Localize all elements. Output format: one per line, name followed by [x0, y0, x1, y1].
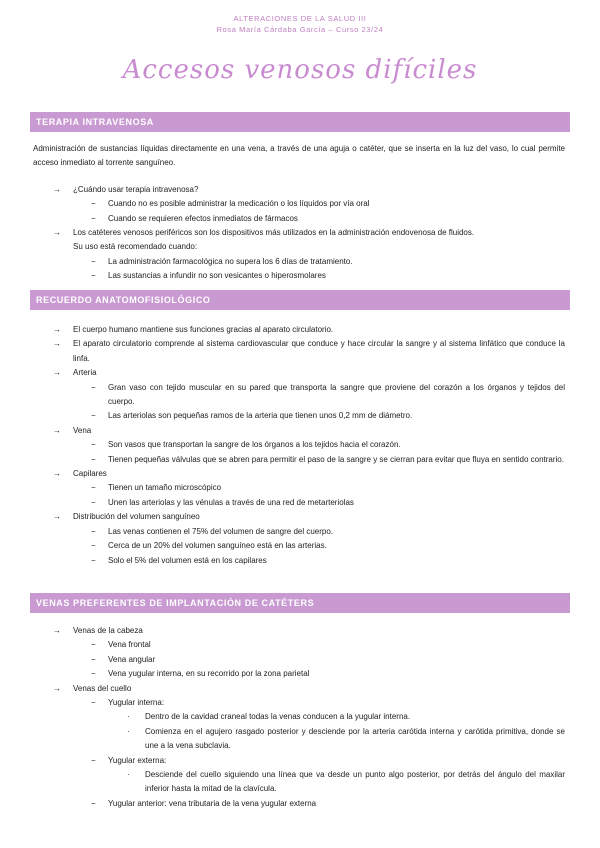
dash-icon: − — [91, 654, 96, 664]
dash-icon: − — [91, 640, 96, 650]
list-item: − Las venas contienen el 75% del volumen de sangre del cuerpo. — [33, 525, 565, 539]
dash-icon: − — [91, 698, 96, 708]
list-item: − Cuando no es posible administrar la medicación o los líquidos por vía oral — [33, 197, 565, 211]
list-item: − Vena frontal — [33, 638, 565, 652]
dash-icon: − — [91, 454, 96, 464]
list-item: → Arteria — [33, 366, 565, 380]
section-heading-terapia: TERAPIA INTRAVENOSA — [30, 112, 570, 132]
bullet-dot-icon: · — [127, 770, 130, 780]
dash-icon: − — [91, 541, 96, 551]
list-item: → Venas de la cabeza — [33, 624, 565, 638]
dash-icon: − — [91, 669, 96, 679]
dash-icon: − — [91, 798, 96, 808]
arrow-icon: → — [53, 469, 61, 479]
arrow-icon: → — [53, 339, 61, 349]
dash-icon: − — [91, 440, 96, 450]
list-item: → Distribución del volumen sanguíneo — [33, 510, 565, 524]
recuerdo-list — [33, 323, 565, 568]
list-item: − Las arteriolas son pequeñas ramos de la arteria que tienen unos 0,2 mm de diámetro. — [33, 409, 565, 423]
list-item: − Son vasos que transportan la sangre de los órganos a los tejidos hacia el corazón. — [33, 438, 565, 452]
arrow-icon: → — [53, 368, 61, 378]
list-item: → Vena — [33, 424, 565, 438]
list-item: − Yugular externa: — [33, 754, 565, 768]
list-item: − Yugular interna: — [33, 696, 565, 710]
arrow-icon: → — [53, 683, 61, 693]
list-item: · Desciende del cuello siguiendo una línea que va desde un punto algo posterior, por detrás del ángulo del maxilar inferior hasta la mitad de la clavícula. — [127, 770, 565, 794]
list-item: − Vena angular — [33, 653, 565, 667]
list-item: − Vena yugular interna, en su recorrido por la zona parietal — [33, 667, 565, 681]
dash-icon: − — [91, 382, 96, 392]
list-item: − La administración farmacológica no supera los 6 días de tratamiento. — [33, 255, 565, 269]
list-item: − Las sustancias a infundir no son vesicantes o hiperosmolares — [33, 269, 565, 283]
arrow-icon: → — [53, 184, 61, 194]
section-terapia-body — [33, 142, 565, 284]
arrow-icon: → — [53, 425, 61, 435]
arrow-icon: → — [53, 626, 61, 635]
list-item: → Los catéteres venosos periféricos son los dispositivos más utilizados en la administración endovenosa de fluidos. — [33, 226, 565, 240]
section-venas-body — [33, 624, 565, 811]
terapia-intro: Administración de sustancias líquidas directamente en una vena, a través de una aguja o catéter, que se inserta en la luz del vaso, lo cual permite acceso inmediato al torrente sanguíneo. — [33, 144, 565, 168]
dash-icon: − — [91, 555, 96, 565]
dash-icon: − — [91, 256, 96, 266]
dash-icon: − — [91, 213, 96, 223]
venas-list — [33, 624, 565, 811]
section-heading-recuerdo: RECUERDO ANATOMOFISIOLÓGICO — [30, 290, 570, 310]
dash-icon: − — [91, 271, 96, 281]
course-title: ALTERACIONES DE LA SALUD III — [233, 14, 367, 23]
arrow-icon: → — [53, 512, 61, 522]
list-item: · Comienza en el agujero rasgado posterior y desciende por la arteria carótida interna y carótida primitiva, donde se une a la vena subclavia. — [127, 726, 565, 751]
list-item: − Yugular anterior: vena tributaria de la vena yugular externa — [33, 797, 565, 811]
bullet-dot-icon: · — [127, 712, 130, 722]
document-header — [0, 0, 600, 35]
dash-icon: − — [91, 199, 96, 209]
dash-icon: − — [91, 526, 96, 536]
dash-icon: − — [91, 411, 96, 421]
dash-icon: − — [91, 483, 96, 493]
author-course: Rosa María Cárdaba García – Curso 23/24 — [216, 25, 384, 34]
page-title: Accesos venosos difíciles — [122, 55, 478, 85]
list-item: − Tienen pequeñas válvulas que se abren para permitir el paso de la sangre y se cierran para evitar que fluya en sentido contrario. — [33, 453, 565, 467]
section-recuerdo-body — [33, 323, 565, 568]
list-item: → El aparato circulatorio comprende al sistema cardiovascular que conduce y hace circular la sangre y al sistema linfático que conduce la linfa. — [53, 339, 565, 363]
list-item: → Venas del cuello — [33, 682, 565, 696]
list-item: → ¿Cuándo usar terapia intravenosa? — [33, 183, 565, 197]
list-item: · Dentro de la cavidad craneal todas la venas conducen a la yugular interna. — [33, 710, 565, 724]
bullet-dot-icon: · — [127, 726, 130, 736]
dash-icon: − — [91, 497, 96, 507]
list-item-continuation: Su uso está recomendado cuando: — [73, 242, 198, 252]
list-item: − Cerca de un 20% del volumen sanguíneo está en las arterias. — [33, 539, 565, 553]
section-heading-venas: VENAS PREFERENTES DE IMPLANTACIÓN DE CATÉTERS — [30, 593, 570, 613]
list-item: → El cuerpo humano mantiene sus funciones gracias al aparato circulatorio. — [33, 323, 565, 337]
arrow-icon: → — [53, 228, 61, 238]
list-item: − Solo el 5% del volumen está en los capilares — [33, 554, 565, 568]
terapia-list — [33, 183, 565, 284]
list-item: − Unen las arteriolas y las vénulas a través de una red de metarteriolas — [33, 496, 565, 510]
list-item: − Gran vaso con tejido muscular en su pared que transporta la sangre que proviene del corazón a los órganos y tejidos del cuerpo. — [91, 382, 565, 407]
list-item: − Tienen un tamaño microscópico — [33, 481, 565, 495]
list-item: → Capilares — [33, 467, 565, 481]
arrow-icon: → — [53, 325, 61, 334]
list-item: − Cuando se requieren efectos inmediatos de fármacos — [33, 212, 565, 226]
dash-icon: − — [91, 755, 96, 765]
